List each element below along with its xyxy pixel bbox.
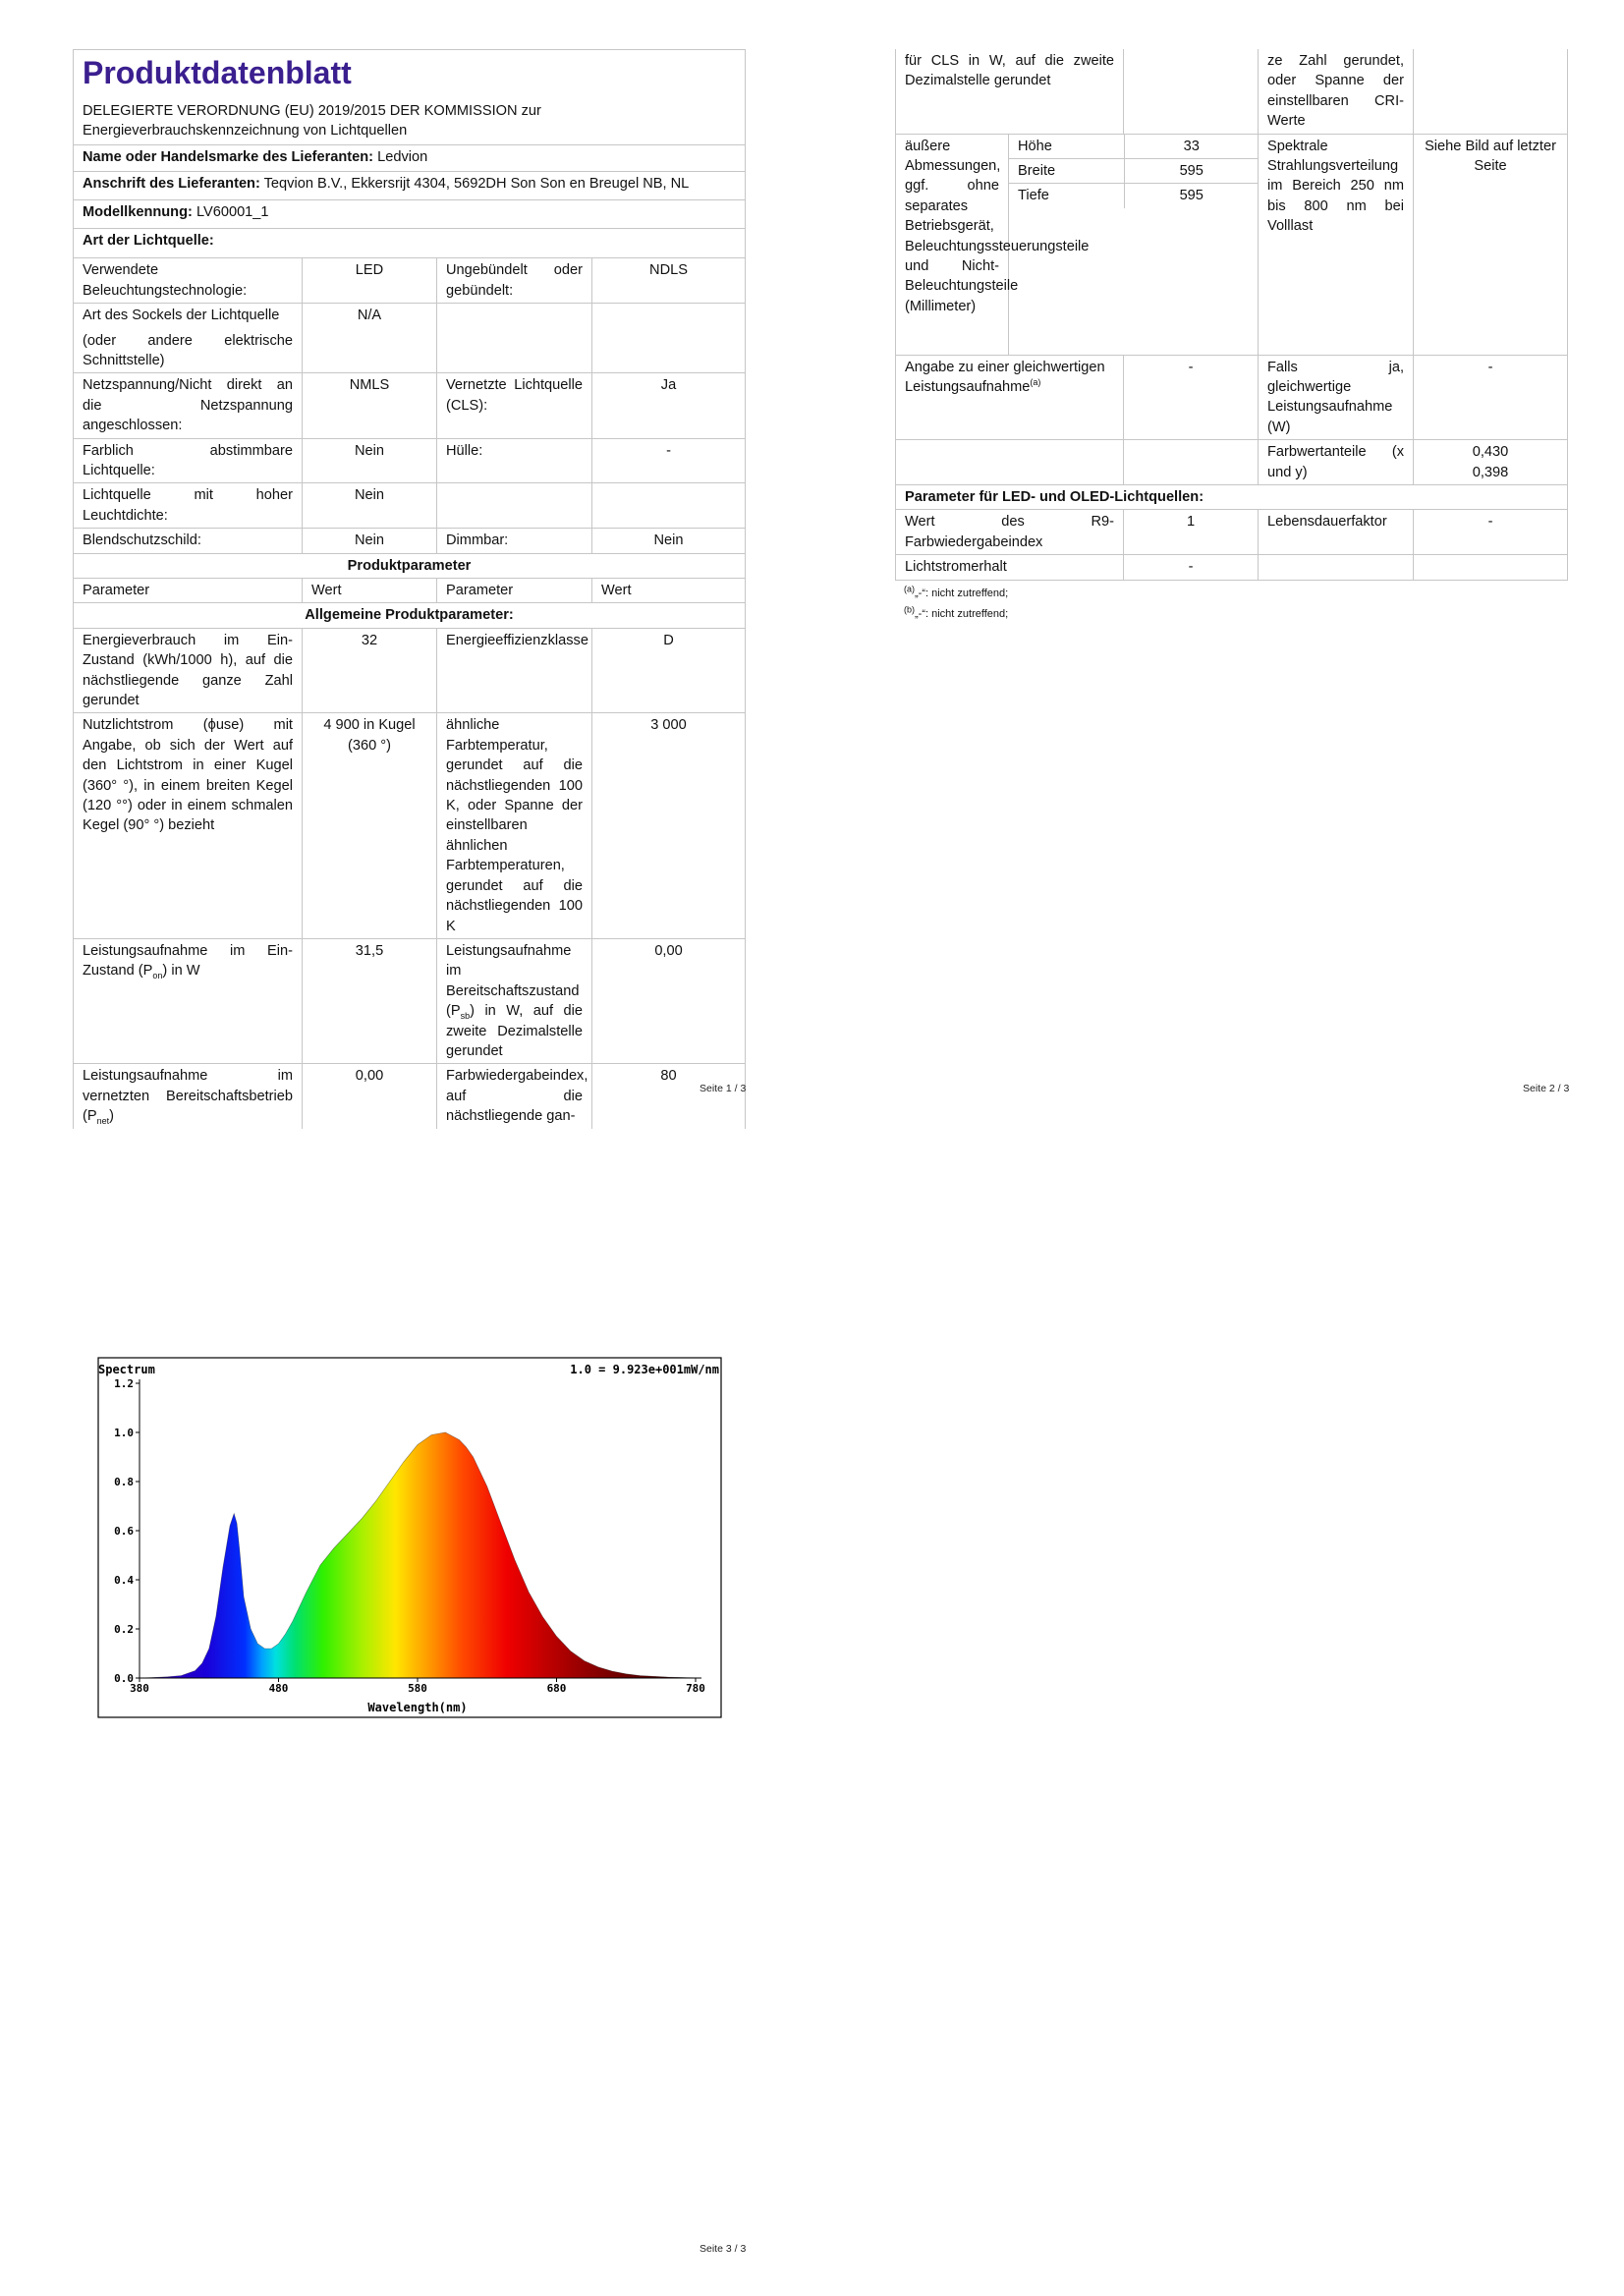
param-value: Ja [592,373,746,438]
y-tick-label: 1.0 [114,1427,134,1439]
x-tick-label: 780 [686,1682,705,1695]
dimension-name: Höhe [1009,135,1124,159]
chromaticity-y: 0,398 [1472,464,1509,480]
column-header-row [74,579,746,603]
param-label [437,483,592,529]
table-row [896,555,1568,580]
product-params-heading: Produktparameter [74,553,746,578]
dimensions-label: äußere Abmessungen, ggf. ohne separates Betriebsgerät, Beleuchtungssteuerungsteile und Nicht-Beleuchtungsteile (Millimeter) [896,134,1009,355]
chromaticity-x: 0,430 [1472,444,1509,461]
param-label-line: (oder andere elektrische Schnittstelle) [83,332,293,368]
x-tick-label: 580 [408,1682,427,1695]
table-row [896,134,1568,355]
param-label: Farbwiedergabeindex, auf die nächstliegende gan- [437,1064,592,1129]
text: Leistungsaufnahme im Ein-Zustand (P [83,942,293,980]
empty-cell [1414,555,1568,580]
param-label: Lichtquelle mit hoher Leuchtdichte: [74,483,303,529]
param-value: 3 000 [592,713,746,938]
param-value: - [1414,355,1568,440]
table-row [74,713,746,938]
footnotes [895,584,1568,625]
param-label [74,304,303,373]
param-value: 31,5 [303,938,437,1063]
y-tick-label: 0.2 [114,1623,134,1636]
param-label: Blendschutzschild: [74,529,303,553]
param-value: LED [303,258,437,304]
column-header: Parameter [437,579,592,603]
footnote-mark: (b) [904,604,915,615]
spectrum-chart [96,1356,725,1721]
param-value: Nein [303,483,437,529]
datasheet-table-page-1 [73,49,746,1129]
address-value: Teqvion B.V., Ekkersrijt 4304, 5692DH Son Son en Breugel NB, NL [263,176,690,193]
spectral-value: Siehe Bild auf letzter Seite [1414,134,1568,355]
dimension-row [1009,184,1259,208]
param-value: Nein [303,529,437,553]
y-tick-label: 0.0 [114,1672,134,1685]
text: ) [109,1108,114,1125]
x-tick-label: 480 [268,1682,289,1695]
param-value: - [592,438,746,483]
param-label: Energieeffizienzklasse [437,628,592,713]
footnote-b [904,604,1568,625]
chromaticity-label: Farbwertanteile (x und y) [1259,440,1414,485]
general-params-heading: Allgemeine Produktparameter: [74,603,746,628]
empty-cell [1124,440,1259,485]
param-label-line: Art des Sockels der Lichtquelle [83,308,280,324]
supplier-value: Ledvion [377,149,428,166]
datasheet-table-page-2 [895,49,1568,581]
param-value: 32 [303,628,437,713]
param-label: Energieverbrauch im Ein-Zustand (kWh/1000 h), auf die nächstliegende ganze Zahl gerundet [74,628,303,713]
param-value [592,483,746,529]
model-row [74,200,746,229]
footnote-mark: (a) [904,584,915,594]
param-label: Falls ja, gleichwertige Leistungsaufnahme (W) [1259,355,1414,440]
param-value: Nein [303,438,437,483]
footnote-a [904,584,1568,604]
param-value: N/A [303,304,437,373]
address-row [74,172,746,200]
address-label: Anschrift des Lieferanten: [83,176,260,193]
param-label: Ungebündelt oder gebündelt: [437,258,592,304]
param-label: Netzspannung/Nicht direkt an die Netzspannung angeschlossen: [74,373,303,438]
param-label: ze Zahl gerundet, oder Spanne der einstellbaren CRI-Werte [1259,49,1414,134]
column-header: Parameter [74,579,303,603]
document-title: Produktdatenblatt [83,55,352,90]
dimension-value: 595 [1124,159,1259,184]
param-value: 1 [1124,510,1259,555]
y-tick-label: 0.4 [114,1574,134,1587]
table-row [896,440,1568,485]
param-label [74,1064,303,1129]
table-row [74,938,746,1063]
param-label [74,938,303,1063]
x-tick-label: 380 [130,1682,149,1695]
param-label [437,304,592,373]
param-label: Wert des R9-Farbwiedergabeindex [896,510,1124,555]
param-label [437,938,592,1063]
y-tick-label: 0.8 [114,1476,134,1488]
param-value: NMLS [303,373,437,438]
param-value: 0,00 [303,1064,437,1129]
param-value: NDLS [592,258,746,304]
param-value [1414,49,1568,134]
subscript: on [152,971,163,981]
param-value [592,304,746,373]
x-tick-label: 680 [546,1682,567,1695]
led-params-heading: Parameter für LED- und OLED-Lichtquellen: [896,485,1568,510]
footnote-text: „-“: nicht zutreffend; [915,587,1009,599]
dimension-row [1009,159,1259,184]
table-row [896,49,1568,134]
light-source-type-heading: Art der Lichtquelle: [74,229,746,258]
param-value: - [1124,355,1259,440]
dimension-row [1009,135,1259,159]
param-label: Verwendete Beleuchtungstechnologie: [74,258,303,304]
chart-annotation: 1.0 = 9.923e+001mW/nm [570,1363,719,1376]
text: ) in W, auf die zweite Dezimalstelle gerundet [446,1003,583,1059]
chromaticity-value [1414,440,1568,485]
table-row [896,355,1568,440]
param-value: - [1124,555,1259,580]
page-number-3: Seite 3 / 3 [700,2243,747,2255]
column-header: Wert [303,579,437,603]
supplier-label: Name oder Handelsmarke des Lieferanten: [83,149,374,166]
dimension-name: Tiefe [1009,184,1124,208]
table-row [74,438,746,483]
param-value: 80 [592,1064,746,1129]
page-1 [73,49,746,1129]
footnote-mark: (a) [1030,377,1041,388]
x-axis-label: Wavelength(nm) [367,1701,468,1714]
param-label: Nutzlichtstrom (ϕuse) mit Angabe, ob sich der Wert auf den Lichtstrom in einer Kugel (360° °), in einem breiten Kegel (120 °°) oder in einem schmalen Kegel (90° °) bezieht [74,713,303,938]
table-row [74,373,746,438]
column-header: Wert [592,579,746,603]
y-tick-label: 0.6 [114,1525,134,1538]
param-value: Nein [592,529,746,553]
table-row [896,510,1568,555]
param-label: Farblich abstimmbare Lichtquelle: [74,438,303,483]
param-label: Lichtstromerhalt [896,555,1124,580]
subscript: sb [460,1011,471,1022]
text: Leistungsaufnahme im Bereitschaftszustand (P [446,942,580,1020]
param-value: 0,00 [592,938,746,1063]
dimension-name: Breite [1009,159,1124,184]
param-label: Lebensdauerfaktor [1259,510,1414,555]
dimension-value: 33 [1124,135,1259,159]
regulation-subtitle: DELEGIERTE VERORDNUNG (EU) 2019/2015 DER KOMMISSION zur Energieverbrauchskennzeichnung von Lichtquellen [74,99,746,145]
param-label: Vernetzte Lichtquelle (CLS): [437,373,592,438]
param-value [1124,49,1259,134]
table-row [74,529,746,553]
subscript: net [96,1116,110,1127]
dimension-value: 595 [1124,184,1259,208]
table-row [74,628,746,713]
param-value: 4 900 in Kugel (360 °) [303,713,437,938]
dimensions-table [1009,135,1259,208]
param-label: ähnliche Farbtemperatur, gerundet auf die nächstliegenden 100 K, oder Spanne der einstellbaren ähnlichen Farbtemperaturen, gerundet auf die nächstliegenden 100 K [437,713,592,938]
model-label: Modellkennung: [83,204,193,221]
table-row [74,483,746,529]
equivalent-power-label [896,355,1124,440]
table-row [74,304,746,373]
page-2 [895,49,1568,625]
empty-cell [896,440,1124,485]
table-row [74,258,746,304]
empty-cell [1259,555,1414,580]
model-value: LV60001_1 [196,204,269,221]
supplier-row [74,145,746,172]
param-label: für CLS in W, auf die zweite Dezimalstelle gerundet [896,49,1124,134]
param-label: Hülle: [437,438,592,483]
page-number-2: Seite 2 / 3 [1523,1083,1570,1094]
page-number-1: Seite 1 / 3 [700,1083,747,1094]
param-label: Dimmbar: [437,529,592,553]
text: ) in W [162,963,200,980]
chart-title: Spectrum [98,1363,155,1376]
param-value: - [1414,510,1568,555]
spectral-label: Spektrale Strahlungsverteilung im Bereich 250 nm bis 800 nm bei Volllast [1259,134,1414,355]
table-row [74,1064,746,1129]
footnote-text: „-“: nicht zutreffend; [915,607,1009,620]
text: Angabe zu einer gleichwertigen Leistungsaufnahme [905,359,1105,396]
y-tick-label: 1.2 [114,1377,134,1390]
text: Leistungsaufnahme im vernetzten Bereitschaftsbetrieb (P [83,1068,293,1125]
param-value: D [592,628,746,713]
